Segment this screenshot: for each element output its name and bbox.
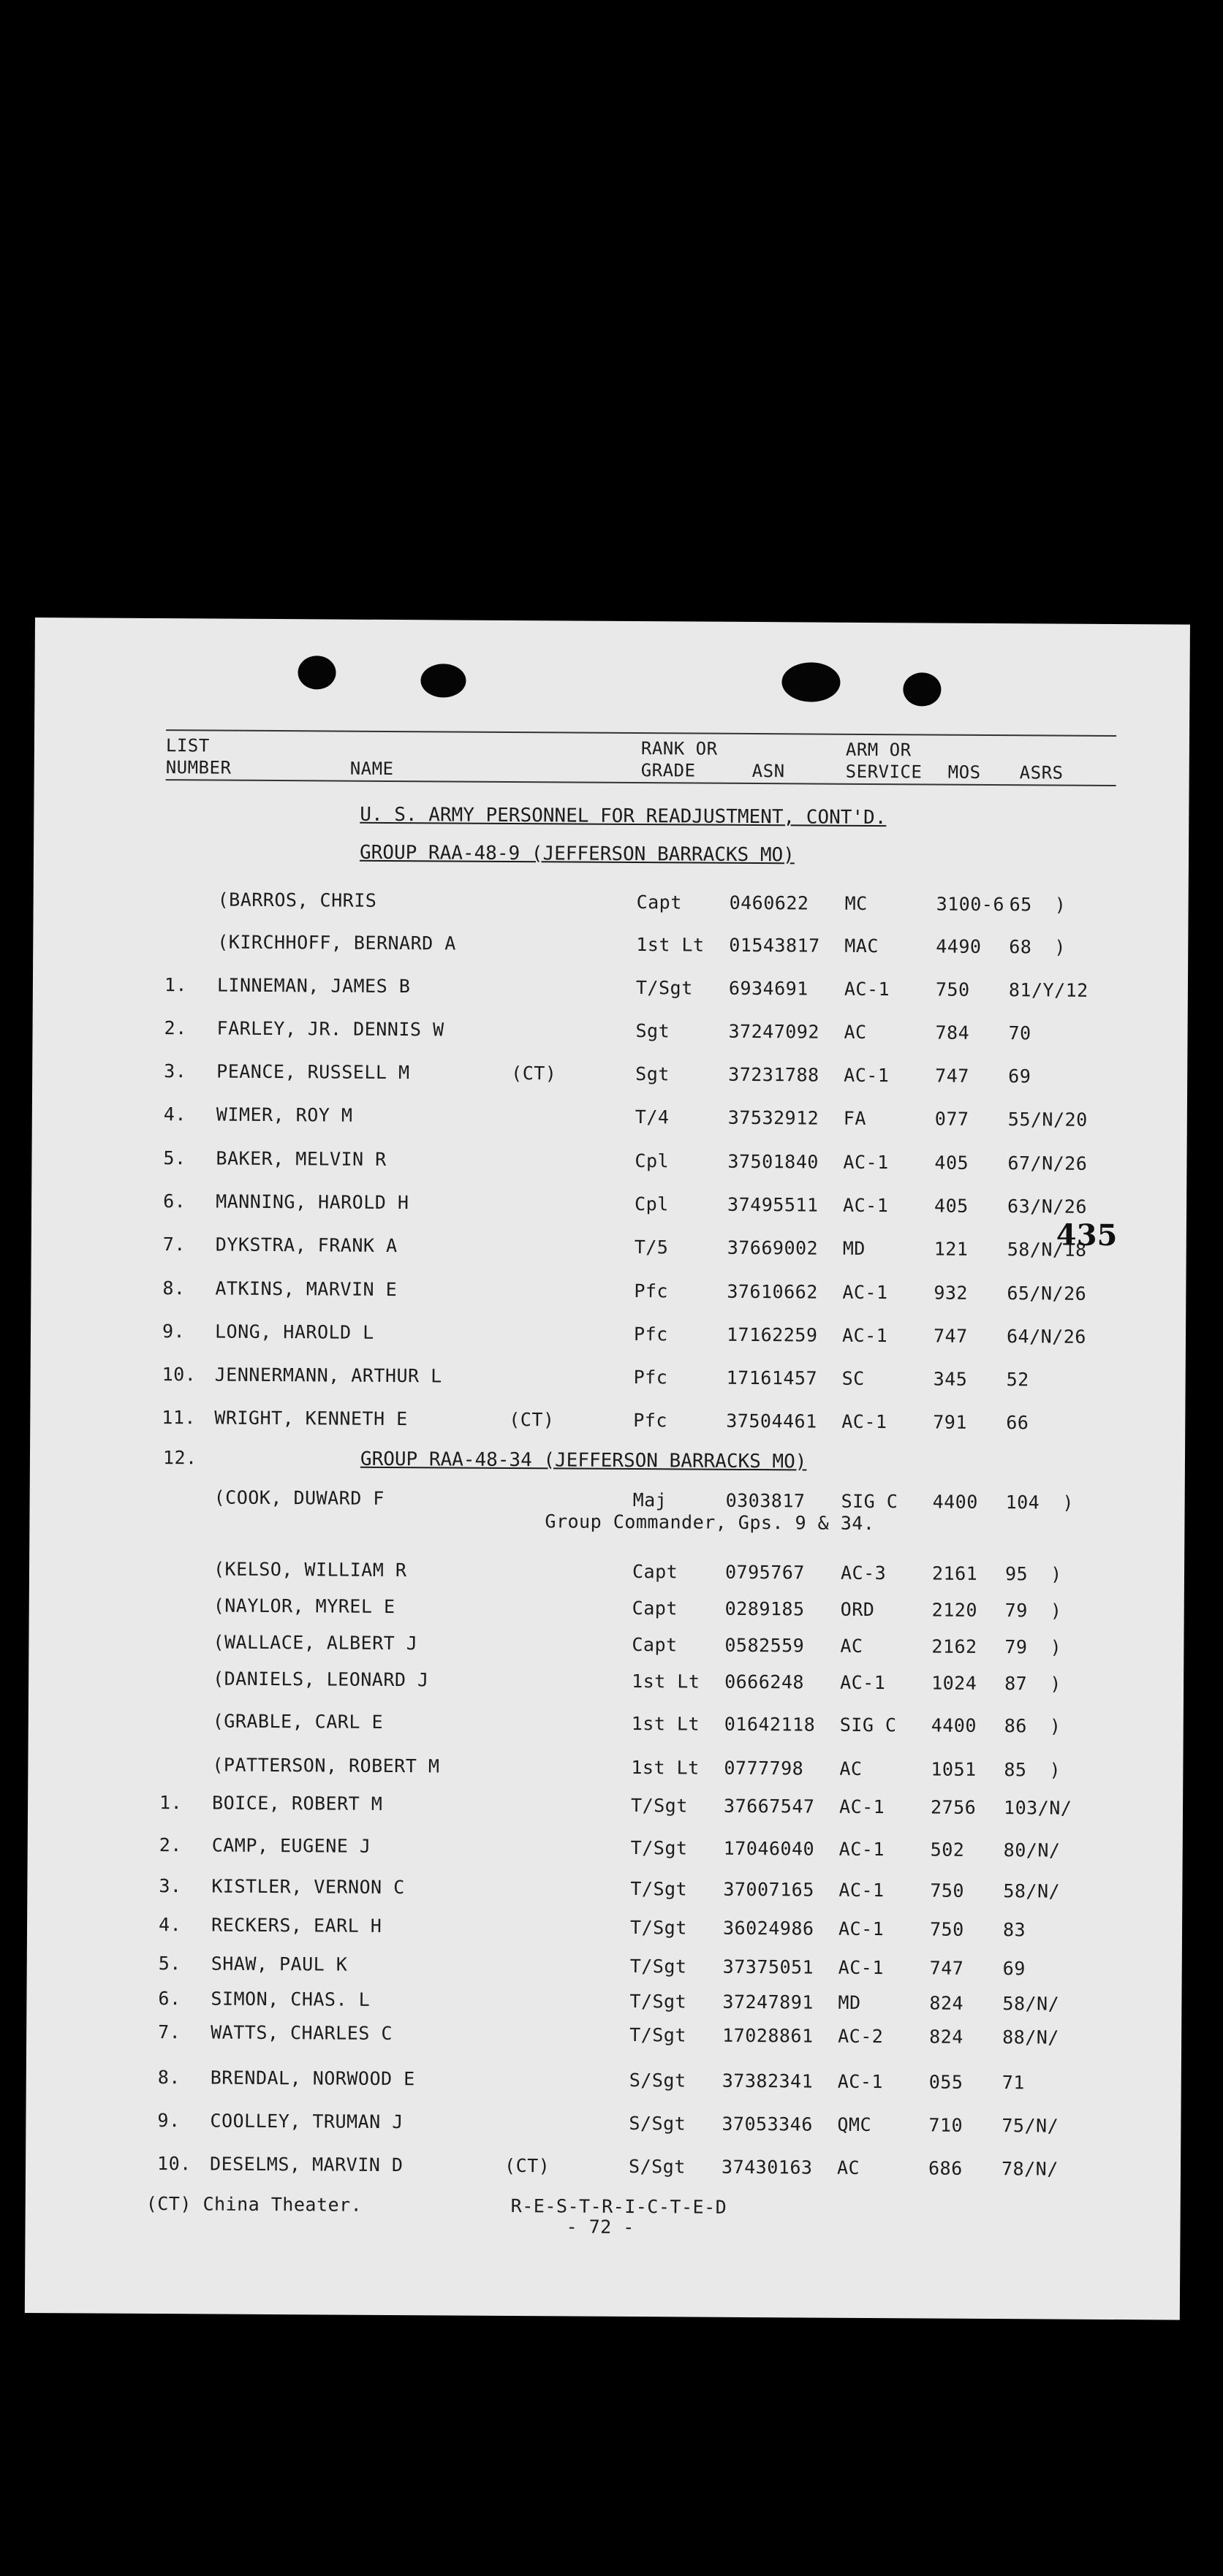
group1-row-asn: 37501840 [727,1150,819,1173]
group2-row-num: 6. [158,1988,181,2010]
group2-row-mos: 2120 [931,1599,978,1621]
group2-row-rank: S/Sgt [629,2113,686,2135]
group1-row-num: 5. [163,1147,186,1169]
header-asrs: ASRS [1019,762,1064,783]
punch-hole [903,672,941,706]
group2-row-rank: S/Sgt [629,2070,686,2091]
group1-row-asn: 37610662 [727,1280,818,1303]
group1-row-asrs: 81/Y/12 [1008,979,1088,1001]
group1-row-ct: (CT) [509,1408,555,1431]
group2-row-name: (WALLACE, ALBERT J [213,1631,418,1654]
group2-row-asn: 0289185 [724,1597,805,1620]
group2-row-asn: 0777798 [724,1757,804,1779]
group2-row-asn: 37007165 [723,1878,814,1901]
punch-hole [298,656,336,689]
group2-row-arm: AC-1 [840,1671,886,1694]
group1-row-name: WRIGHT, KENNETH E [214,1407,408,1430]
classification-mark: R-E-S-T-R-I-C-T-E-D [510,2195,727,2218]
group2-row-asrs: 85 ) [1004,1759,1061,1781]
group1-row-rank: Cpl [635,1193,669,1215]
group1-row-arm: AC-1 [842,1281,888,1304]
group1-row-asrs: 66 [1006,1412,1029,1434]
group2-row-arm: ORD [840,1598,875,1621]
group1-row-asrs: 70 [1008,1022,1031,1044]
group2-row-rank: 1st Lt [631,1713,700,1735]
group2-row-asn: 37375051 [722,1956,814,1978]
group2-row-rank: 1st Lt [631,1757,700,1779]
group2-row-asn: 36024986 [722,1917,814,1939]
group2-row-name: WATTS, CHARLES C [211,2021,393,2045]
group1-row-arm: AC-1 [844,1064,890,1087]
group1-row-num: 1. [164,974,188,996]
group2-row-name: (PATTERSON, ROBERT M [212,1754,440,1777]
group1-row-rank: Pfc [633,1323,668,1345]
group2-row-num: 10. [156,2153,192,2175]
group2-row-mos: 2161 [931,1562,978,1584]
header-asn: ASN [751,760,785,782]
header-number: NUMBER [165,757,232,778]
group1-row-num: 3. [164,1060,187,1082]
group2-row-rank: T/Sgt [629,1917,687,1939]
group1-row-arm: AC [844,1021,867,1043]
group2-row-mos: 055 [928,2071,963,2093]
group2-row-mos: 1051 [931,1758,977,1780]
group2-row-arm: SIG C [839,1714,897,1736]
group1-row-asrs: 65 ) [1009,894,1067,916]
group1-row-rank: Cpl [635,1150,670,1172]
group2-row-asrs: 86 ) [1004,1715,1061,1737]
header-mos: MOS [947,761,981,783]
group1-row-rank: Pfc [633,1410,668,1432]
group2-row-num: 4. [158,1914,182,1936]
group2-row-num: 7. [158,2021,181,2043]
page-number: - 72 - [566,2216,635,2238]
group2-row-asrs: 95 ) [1004,1563,1062,1585]
group2-row-arm: AC-1 [838,1838,885,1861]
group2-row-name: SIMON, CHAS. L [211,1988,371,2010]
group2-row-mos: 747 [929,1957,964,1979]
group2-row-name: (GRABLE, CARL E [212,1710,384,1733]
group2-row-arm: AC-1 [838,1796,885,1818]
group2-title: GROUP RAA-48-34 (JEFFERSON BARRACKS MO) [360,1448,807,1473]
group2-row-rank: Capt [632,1561,678,1583]
group2-row-asrs: 79 ) [1004,1600,1062,1622]
group2-row-num: 3. [159,1875,182,1897]
group2-row-mos: 750 [930,1880,965,1901]
group1-row-rank: Sgt [635,1063,670,1085]
group2-marker: 12. [162,1447,197,1469]
group2-row-asrs: 58/N/ [1002,1993,1060,2015]
group2-row-arm: AC [836,2157,860,2178]
group1-row-rank: Capt [636,892,682,913]
punch-hole [781,662,840,702]
group2-row-arm: AC-1 [838,1956,885,1979]
group1-row-name: (KIRCHHOFF, BERNARD A [217,931,456,954]
group2-row-name: BRENDAL, NORWOOD E [210,2067,415,2090]
group1-row-rank: T/Sgt [635,977,693,999]
group2-row-name: KISTLER, VERNON C [211,1875,405,1899]
group1-row-num: 10. [162,1364,197,1386]
section-title: U. S. ARMY PERSONNEL FOR READJUSTMENT, CONT'D. [360,803,887,829]
group2-row-asrs: 83 [1002,1919,1026,1941]
group2-row-arm: AC-2 [838,2025,884,2048]
group1-row-asn: 0460622 [729,892,809,914]
group2-row-asn: 37053346 [722,2113,813,2135]
group1-row-mos: 4490 [936,935,982,957]
group1-row-arm: AC-1 [841,1410,887,1433]
group2-row-asrs: 87 ) [1004,1673,1061,1695]
group1-row-num: 6. [163,1190,186,1212]
footer-note: (CT) China Theater. [145,2192,363,2216]
group2-row-asn: 0795767 [724,1561,805,1584]
group2-row-name: (NAYLOR, MYREL E [213,1595,395,1618]
header-service: SERVICE [845,761,923,783]
group2-row-asrs: 69 [1002,1958,1026,1980]
group1-row-rank: Sgt [635,1020,670,1042]
group1-row-asrs: 58/N/18 [1007,1239,1087,1261]
group2-row-asrs: 79 ) [1004,1636,1062,1658]
group1-row-asn: 37495511 [727,1193,819,1216]
group2-row-mos: 710 [928,2114,963,2136]
group1-row-name: JENNERMANN, ARTHUR L [214,1364,442,1387]
group2-row-mos: 686 [928,2157,963,2179]
group2-row-arm: AC [839,1758,863,1779]
group1-row-name: FARLEY, JR. DENNIS W [216,1017,444,1041]
group2-row-num: 8. [157,2067,181,2089]
group2-row-rank: 1st Lt [632,1671,700,1692]
group2-row-asrs: 80/N/ [1003,1839,1061,1861]
group2-row-arm: AC-1 [837,2070,884,2093]
group2-row-mos: 4400 [931,1714,977,1736]
group1-row-num: 4. [163,1103,187,1125]
header-list: LIST [165,735,210,756]
group1-row-asrs: 67/N/26 [1007,1152,1088,1174]
group2-row-rank: T/Sgt [629,1956,687,1977]
group1-row-mos: 750 [935,979,970,1000]
group1-row-name: LONG, HAROLD L [214,1321,374,1343]
group2-row-asrs: 103/N/ [1003,1797,1072,1819]
group1-row-num: 11. [162,1407,197,1429]
group2-row-name: (DANIELS, LEONARD J [213,1668,429,1691]
group2-row-asn: 37382341 [722,2070,814,2092]
group2-row-rank: T/Sgt [630,1795,688,1817]
group1-row-mos: 3100-6 [936,893,1005,916]
group2-row-rank: Capt [632,1634,678,1656]
group2-row-arm: AC-1 [838,1918,885,1940]
group1-row-num: 8. [162,1277,186,1299]
group1-row-asrs: 52 [1006,1369,1029,1391]
group1-row-mos: 121 [934,1238,969,1260]
group2-row-mos: 2162 [931,1635,977,1657]
page-stamp: 435 [1056,1217,1118,1253]
group2-row-name: CAMP, EUGENE J [211,1834,371,1857]
header-arm: ARM OR [845,739,912,761]
group1-row-arm: AC-1 [841,1324,888,1347]
group1-row-asn: 37669002 [727,1236,819,1259]
group2-row-asn: 37430163 [721,2156,813,2178]
group2-row-rank: T/Sgt [630,1878,688,1900]
group1-row-rank: T/4 [635,1106,670,1128]
group1-row-arm: MC [844,892,868,914]
group1-row-mos: 405 [934,1195,969,1217]
group1-row-rank: T/5 [634,1236,669,1258]
group2-row-asn: 0582559 [724,1634,805,1657]
group1-row-name: PEANCE, RUSSELL M [216,1060,410,1084]
group2-row-name: DESELMS, MARVIN D [209,2153,404,2176]
group2-row-mos: 1024 [931,1672,977,1694]
group1-row-num: 9. [162,1321,186,1342]
group1-row-name: LINNEMAN, JAMES B [216,974,411,998]
group1-row-asn: 01543817 [729,934,820,957]
group1-row-asrs: 63/N/26 [1007,1196,1088,1217]
group1-row-asn: 37532912 [727,1106,819,1129]
group2-row-arm: QMC [837,2113,872,2136]
group2-row-rank: S/Sgt [628,2156,686,2178]
group1-row-arm: AC-1 [843,1194,889,1217]
group2-row-asrs: 58/N/ [1003,1880,1061,1902]
group2-row-mos: 750 [929,1918,964,1940]
group1-row-asrs: 64/N/26 [1006,1326,1086,1348]
group1-row-mos: 345 [933,1368,968,1390]
group1-row-arm: AC-1 [844,978,890,1000]
group2-row-asn: 17028861 [722,2024,814,2047]
group1-row-mos: 077 [934,1108,969,1130]
group1-row-rank: Pfc [634,1280,669,1302]
group2-row-asn: 0666248 [724,1671,805,1693]
header-top-rule [166,729,1116,737]
group2-row-mos: 502 [930,1839,965,1861]
group2-row-asrs: 88/N/ [1002,2026,1060,2048]
group2-row-arm: SIG C [841,1490,898,1513]
group1-row-rank: Pfc [633,1367,668,1388]
group1-row-rank: 1st Lt [636,934,705,956]
group1-row-name: BAKER, MELVIN R [216,1147,387,1170]
group2-row-asn: 37247891 [722,1991,814,2013]
group2-row-asrs: 104 ) [1005,1492,1075,1513]
group2-row-mos: 824 [929,2026,963,2048]
group1-row-arm: FA [843,1107,867,1129]
group2-row-name: BOICE, ROBERT M [212,1792,383,1815]
group1-row-asn: 17161457 [726,1367,818,1389]
group2-row-asn: 37667547 [723,1795,815,1817]
group2-row-mos: 4400 [932,1491,978,1513]
group2-row-asn: 0303817 [725,1489,806,1512]
group2-row-name: (KELSO, WILLIAM R [213,1558,407,1581]
group2-row-asn: 17046040 [723,1837,815,1860]
document-page [25,618,1190,2320]
group2-row-asrs: 75/N/ [1002,2115,1059,2137]
group1-row-asrs: 68 ) [1009,936,1067,958]
group1-row-num: 2. [164,1017,187,1039]
group2-row-arm: AC [840,1635,863,1657]
header-grade: GRADE [640,760,696,781]
group2-row-asrs: 71 [1002,2072,1025,2094]
group2-row-rank: T/Sgt [629,1991,687,2013]
group1-row-asrs: 69 [1008,1065,1031,1087]
group1-row-mos: 791 [933,1411,968,1433]
group2-row-name: COOLLEY, TRUMAN J [210,2110,404,2133]
group2-row-name: (COOK, DUWARD F [213,1486,385,1509]
group2-row-arm: MD [838,1991,861,2013]
group2-row-asn: 01642118 [724,1713,816,1736]
group1-row-num: 7. [162,1234,186,1255]
group2-row-asrs: 78/N/ [1001,2158,1059,2180]
group1-row-name: WIMER, ROY M [216,1103,353,1126]
group-commander-note: Group Commander, Gps. 9 & 34. [545,1511,875,1535]
group1-row-name: ATKINS, MARVIN E [215,1277,398,1301]
group1-row-asrs: 55/N/20 [1007,1109,1088,1131]
header-name: NAME [349,758,394,780]
group1-row-arm: SC [841,1367,865,1389]
group1-row-name: DYKSTRA, FRANK A [215,1234,398,1257]
group1-row-mos: 747 [933,1325,968,1347]
group2-row-rank: T/Sgt [630,1837,688,1859]
punch-hole [420,664,466,697]
group1-row-arm: AC-1 [843,1151,889,1174]
header-rank: RANK OR [640,738,718,759]
group1-title: GROUP RAA-48-9 (JEFFERSON BARRACKS MO) [359,841,795,867]
group2-row-num: 1. [159,1792,183,1814]
group1-row-mos: 932 [934,1282,969,1304]
group2-row-mos: 2756 [930,1796,977,1818]
group1-row-arm: MD [842,1237,866,1259]
group2-row-num: 2. [159,1834,182,1856]
group2-row-name: SHAW, PAUL K [211,1953,348,1975]
group1-row-mos: 784 [935,1022,970,1044]
group2-row-arm: AC-1 [838,1879,885,1901]
group1-row-name: (BARROS, CHRIS [217,889,377,911]
group1-row-asrs: 65/N/26 [1007,1283,1087,1304]
group2-row-rank: Capt [632,1597,678,1619]
group2-row-arm: AC-3 [840,1562,887,1584]
group1-row-asn: 37247092 [728,1020,820,1043]
group1-row-mos: 405 [934,1152,969,1174]
group2-row-rank: T/Sgt [629,2024,687,2046]
group1-row-asn: 37231788 [728,1063,819,1086]
group2-row-ct: (CT) [504,2154,550,2177]
group2-row-num: 9. [157,2110,181,2132]
group2-row-mos: 824 [929,1992,964,2014]
group1-row-name: MANNING, HAROLD H [216,1190,409,1214]
group2-row-name: RECKERS, EARL H [211,1914,382,1937]
group2-row-num: 5. [158,1953,181,1975]
group1-row-asn: 17162259 [726,1323,818,1346]
group1-row-mos: 747 [935,1065,969,1087]
group1-row-asn: 6934691 [728,977,809,1000]
group1-row-arm: MAC [844,935,879,957]
group2-row-rank: Maj [632,1489,667,1511]
group1-row-ct: (CT) [511,1062,557,1084]
group1-row-asn: 37504461 [726,1410,817,1432]
